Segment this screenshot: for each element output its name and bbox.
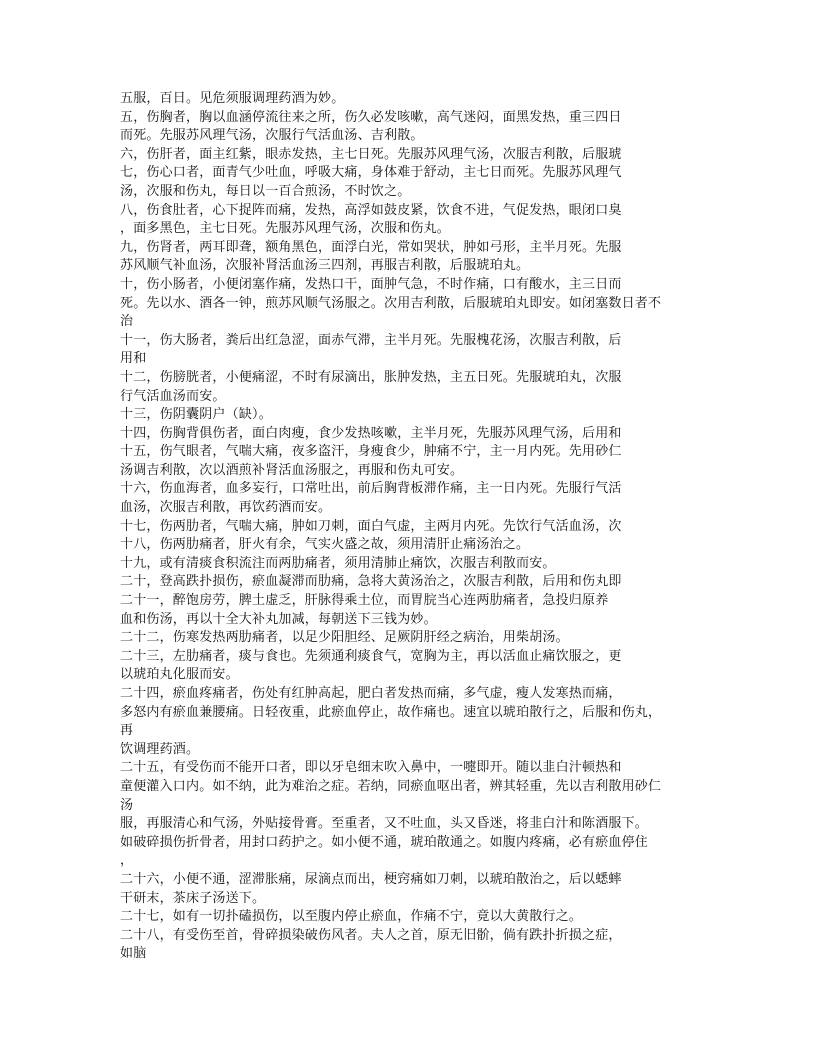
text-line: 二十，登高跌扑损伤，瘀血凝滞而肋痛，急将大黄汤治之，次服吉利散，后用和伤丸即 xyxy=(120,574,622,590)
text-line: 苏风顺气补血汤，次服补肾活血汤三四剂，再服吉利散，后服琥珀丸。 xyxy=(120,258,530,274)
text-line: 五服，百日。见危须服调理药酒为妙。 xyxy=(120,91,345,106)
text-line: 干研末，茶床子汤送下。 xyxy=(120,890,266,906)
text-line: 十六，伤血海者，血多妄行，口常吐出，前后胸背板滞作痛，主一日内死。先服行气活 xyxy=(120,481,622,497)
text-line: 再 xyxy=(120,723,134,739)
text-line: 二十六，小便不通，涩滞胀痛，尿滴点而出，梗窍痛如刀刺，以琥珀散治之，后以蟋蟀 xyxy=(120,871,622,887)
text-line: 死。先以水、酒各一钟，煎苏风顺气汤服之。次用吉利散，后服琥珀丸即安。如闭塞数日者不 xyxy=(120,295,662,311)
text-line: 十一，伤大肠者，粪后出红急涩，面赤气滞，主半月死。先服槐花汤，次服吉利散，后 xyxy=(120,332,622,348)
text-line: 汤 xyxy=(120,797,134,813)
text-line: 童便灌入口内。如不纳，此为难治之症。若纳，同瘀血呕出者，辨其轻重，先以吉利散用砂仁 xyxy=(120,778,662,794)
text-line: 如破碎损伤折骨者，用封口药护之。如小便不通，琥珀散通之。如腹内疼痛，必有瘀血停住 xyxy=(120,834,649,850)
text-line: ，面多黑色，主七日死。先服苏风理气汤，次服和伤丸。 xyxy=(120,221,451,237)
text-line: 二十七，如有一切扑磕损伤，以至腹内停止瘀血，作痛不宁，竟以大黄散行之。 xyxy=(120,909,583,925)
text-line: 血汤，次服吉利散，再饮药酒而安。 xyxy=(120,500,332,516)
text-line: 二十八，有受伤至首，骨碎损染破伤风者。夫人之首，原无旧骱，倘有跌扑折损之症， xyxy=(120,927,622,943)
text-line: 用和 xyxy=(120,351,147,367)
text-line: 饮调理药酒。 xyxy=(120,741,200,757)
text-line: 十四，伤胸背俱伤者，面白肉瘦，食少发热咳嗽，主半月死，先服苏风理气汤，后用和 xyxy=(120,425,622,441)
text-line: 六，伤肝者，面主红紫，眼赤发热，主七日死。先服苏风理气汤，次服吉利散，后服琥 xyxy=(120,146,622,162)
text-line: 十，伤小肠者，小便闭塞作痛，发热口干，面肿气急，不时作痛，口有酸水，主三日而 xyxy=(120,276,622,292)
text-line: 九，伤肾者，两耳即聋，额角黑色，面浮白光，常如哭状，肿如弓形，主半月死。先服 xyxy=(120,239,622,255)
text-line: 二十五，有受伤而不能开口者，即以牙皂细末吹入鼻中，一嚏即开。随以韭白汁顿热和 xyxy=(120,760,622,776)
text-line: 多怒内有瘀血兼腰痛。日轻夜重，此瘀血停止，故作痛也。速宜以琥珀散行之，后服和伤丸， xyxy=(120,704,662,720)
text-line: 治 xyxy=(120,314,134,330)
text-line: 五，伤胸者，胸以血涵停流往来之所，伤久必发咳嗽，高气迷闷，面黑发热，重三四日 xyxy=(120,109,622,125)
text-line: 以琥珀丸化服而安。 xyxy=(120,667,239,683)
text-line: 汤调吉利散，次以酒煎补肾活血汤服之，再服和伤丸可安。 xyxy=(120,462,464,478)
text-line: 行气活血汤而安。 xyxy=(120,388,226,404)
text-line: 二十一，醉饱房劳，脾土虚乏，肝脉得乘土位，而胃脘当心连两肋痛者，急投归原养 xyxy=(120,593,609,609)
text-line: 二十四，瘀血疼痛者，伤处有红肿高起，肥白者发热而痛，多气虚，瘦人发寒热而痛， xyxy=(120,686,622,701)
text-line: 八，伤食肚者，心下捉阵而痛，发热，高浮如鼓皮紧，饮食不进，气促发热，眼闭口臭 xyxy=(120,202,622,218)
text-line: 服，再服清心和气汤，外贴接骨膏。至重者，又不吐血，头又昏迷，将韭白汁和陈酒服下。 xyxy=(120,816,649,832)
text-line: 如脑 xyxy=(120,946,147,962)
text-line: 七，伤心口者，面青气少吐血，呼吸大痛，身体难于舒动，主七日而死。先服苏风理气 xyxy=(120,165,622,181)
text-line: ， xyxy=(120,853,134,869)
document-text xyxy=(120,90,710,964)
text-line: 十三，伤阴囊阴户（缺）。 xyxy=(120,407,272,423)
text-line: 十七，伤两肋者，气喘大痛，肿如刀刺，面白气虚，主两月内死。先饮行气活血汤，次 xyxy=(120,518,622,534)
text-line: 而死。先服苏风理气汤，次服行气活血汤、吉利散。 xyxy=(120,128,424,144)
text-line: 汤，次服和伤丸，每日以一百合煎汤，不时饮之。 xyxy=(120,183,411,199)
text-line: 二十三，左肋痛者，痰与食也。先须通利痰食气，宽胸为主，再以活血止痛饮服之，更 xyxy=(120,648,622,664)
text-line: 血和伤汤，再以十全大补丸加减，每朝送下三钱为妙。 xyxy=(120,611,437,627)
text-line: 十二，伤膀胱者，小便痛涩，不时有尿滴出，胀肿发热，主五日死。先服琥珀丸，次服 xyxy=(120,369,622,385)
text-line: 十九，或有清痰食积流注而两肋痛者，须用清肺止痛饮，次服吉利散而安。 xyxy=(120,555,556,571)
text-line: 十五，伤气眼者，气喘大痛，夜多盗汗，身瘦食少，肿痛不宁，主一月内死。先用砂仁 xyxy=(120,444,622,460)
text-line: 二十二，伤寒发热两肋痛者，以足少阳胆经、足厥阴肝经之病治，用柴胡汤。 xyxy=(120,630,569,646)
text-line: 十八，伤两肋痛者，肝火有余，气实火盛之故，须用清肝止痛汤治之。 xyxy=(120,537,530,553)
